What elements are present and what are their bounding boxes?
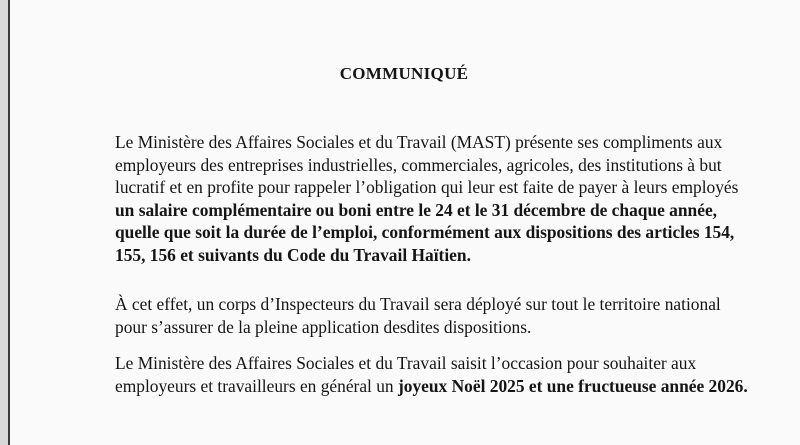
greetings-text: employeurs et travailleurs en général un [115,375,398,396]
paragraph-line-bold: quelle que soit la durée de l’emploi, conformément aux dispositions des articles 154, [115,222,735,242]
paragraph-line-bold: 155, 156 et suivants du Code du Travail Haïtien. [115,244,471,265]
communique-title: COMMUNIQUÉ [339,64,469,83]
greetings-bold-text: joyeux Noël 2025 et une fructueuse année 2026. [397,375,748,396]
paragraph-line-bold: un salaire complémentaire ou boni entre le 24 et le 31 décembre de chaque année, [115,199,718,220]
paragraph-reminder [115,131,738,266]
paragraph-line: pour s’assurer de la pleine application desdites dispositions. [115,316,532,337]
paragraph-line [115,375,748,398]
document-page [8,0,800,445]
paragraph-line: lucratif et en profite pour rappeler l’obligation qui leur est faite de payer à leurs employés [115,177,739,197]
paragraph-line: Le Ministère des Affaires Sociales et du Travail saisit l’occasion pour souhaiter aux [115,353,697,373]
paragraph-line: À cet effet, un corps d’Inspecteurs du Travail sera déployé sur tout le territoire national [115,294,721,314]
paragraph-inspectors [115,293,721,338]
paragraph-greetings [115,352,748,397]
paragraph-line: Le Ministère des Affaires Sociales et du Travail (MAST) présente ses compliments aux [115,132,723,152]
paragraph-line: employeurs des entreprises industrielles, commerciales, agricoles, des institutions à but [115,154,722,175]
